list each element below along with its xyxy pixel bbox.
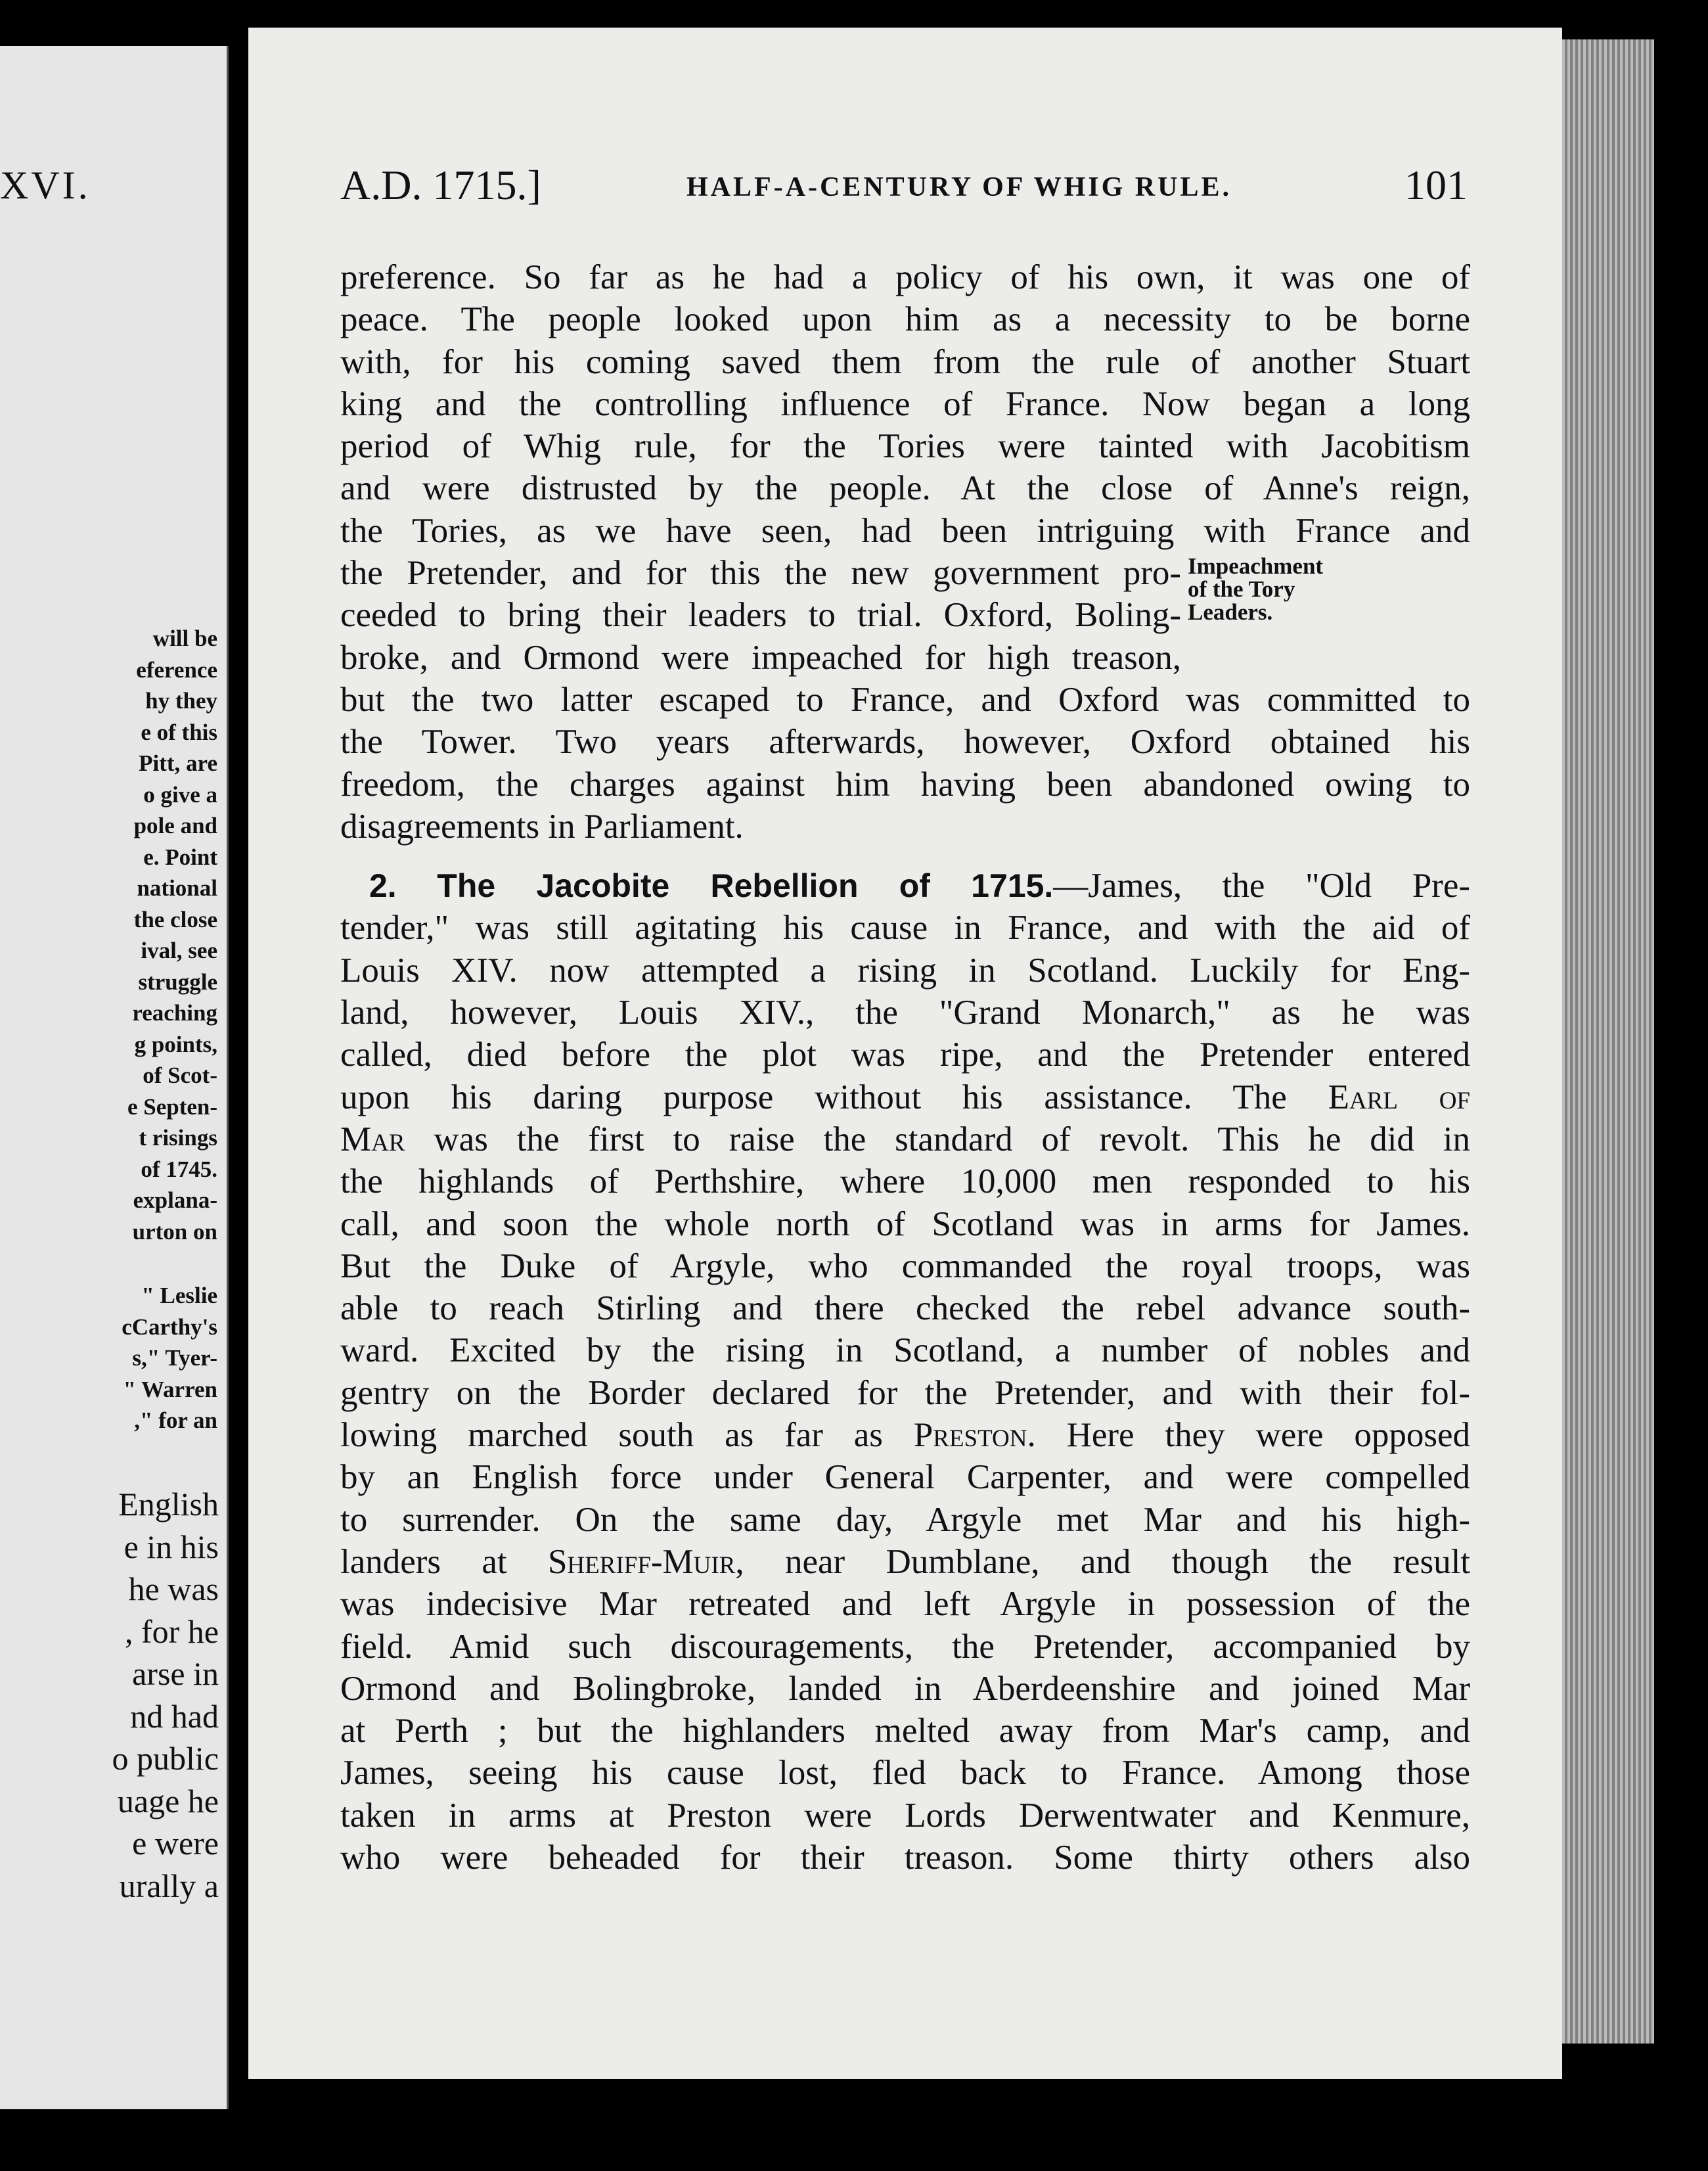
left-note-line: e Septen- (127, 1093, 217, 1120)
text-segment: lowing marched south as far as (340, 1416, 883, 1455)
text-segment: landers at (340, 1542, 507, 1581)
left-page-header: XVI. (0, 164, 91, 207)
text-line: the Pretender, and for this the new government pro- (340, 554, 1181, 593)
left-note-line: eference (136, 656, 217, 683)
left-note-line: " Leslie (141, 1283, 217, 1308)
left-body-line: arse in (132, 1655, 219, 1692)
left-body-line: o public (112, 1740, 219, 1777)
left-note-line: e of this (141, 719, 217, 745)
place-name-earl-of: Earl of (1328, 1078, 1470, 1116)
left-body-line: e in his (124, 1528, 219, 1565)
text-line (340, 1414, 1470, 1456)
page-number: 101 (1405, 162, 1468, 208)
margin-note-line: of the Tory (1188, 576, 1295, 602)
text-line: called, died before the plot was ripe, and the Pretender entered (340, 1036, 1470, 1074)
left-note-line: struggle (138, 969, 217, 995)
left-note-line: will be (152, 626, 217, 651)
text-line: —James, the "Old Pre- (1053, 867, 1471, 905)
text-segment: near Dumblane, and though the result (784, 1542, 1471, 1581)
margin-note-line: Impeachment (1188, 553, 1324, 579)
text-line: at Perth ; but the highlanders melted away from Mar's camp, and (340, 1712, 1470, 1750)
text-line: and were distrusted by the people. At the close of Anne's reign, (340, 469, 1470, 508)
left-note-line: of Scot- (143, 1063, 217, 1088)
text-line (340, 1118, 1470, 1160)
text-segment: upon his daring purpose without his assistance. The (340, 1078, 1287, 1116)
left-note-line: of 1745. (141, 1156, 217, 1182)
text-line: gentry on the Border declared for the Pretender, and with their fol- (340, 1373, 1470, 1412)
page-edge-stack (1562, 39, 1654, 2044)
place-name-sheriff-muir: Sheriff-Muir, (547, 1542, 744, 1581)
left-note-line: reaching (132, 1000, 217, 1026)
left-body-line: he was (128, 1570, 219, 1607)
text-line: Ormond and Bolingbroke, landed in Aberdeenshire and joined Mar (340, 1669, 1470, 1708)
left-note-line: Pitt, are (139, 750, 217, 776)
text-line: the Tower. Two years afterwards, however, Oxford obtained his (340, 723, 1470, 762)
text-line: freedom, the charges against him having been abandoned owing to (340, 765, 1470, 804)
text-line: able to reach Stirling and there checked the rebel advance south- (340, 1289, 1470, 1328)
right-page (248, 28, 1562, 2079)
place-name-mar: Mar (340, 1120, 405, 1158)
running-header (340, 161, 1602, 220)
left-note-line: s," Tyer- (132, 1345, 217, 1371)
left-note-line: national (137, 875, 217, 901)
left-note-line: urton on (132, 1218, 217, 1245)
left-note-line: ival, see (141, 938, 217, 963)
left-page (0, 46, 229, 2109)
text-line (340, 1076, 1470, 1118)
left-note-line: cCarthy's (122, 1314, 217, 1340)
text-line: the highlands of Perthshire, where 10,000 men responded to his (340, 1162, 1470, 1201)
text-line: to surrender. On the same day, Argyle met Mar and his high- (340, 1500, 1470, 1539)
left-note-gap (1, 1247, 217, 1280)
text-line: peace. The people looked upon him as a necessity to be borne (340, 300, 1470, 339)
text-line: call, and soon the whole north of Scotland was in arms for James. (340, 1204, 1470, 1243)
text-line: broke, and Ormond were impeached for high treason, (340, 638, 1181, 677)
section-heading: The Jacobite Rebellion of 1715. (437, 867, 1054, 905)
text-line: ceeded to bring their leaders to trial. Oxford, Boling- (340, 596, 1181, 635)
paragraph-1 (340, 256, 1470, 848)
text-line: by an English force under General Carpenter, and were compelled (340, 1458, 1470, 1497)
text-line: period of Whig rule, for the Tories were tainted with Jacobitism (340, 427, 1470, 466)
text-line: with, for his coming saved them from the rule of another Stuart (340, 342, 1470, 381)
left-body-line: , for he (125, 1612, 219, 1650)
text-line: Louis XIV. now attempted a rising in Scotland. Luckily for Eng- (340, 951, 1470, 990)
text-line: ward. Excited by the rising in Scotland, a number of nobles and (340, 1331, 1470, 1370)
text-line: land, however, Louis XIV., the "Grand Monarch," as he was (340, 994, 1470, 1032)
left-note-line: o give a (143, 781, 217, 808)
left-note-line: the close (133, 906, 217, 932)
text-line: the Tories, as we have seen, had been intriguing with France and (340, 511, 1470, 550)
text-line (340, 1541, 1470, 1583)
margin-note-line: Leaders. (1188, 599, 1273, 625)
text-line: James, seeing his cause lost, fled back to France. Among those (340, 1754, 1470, 1793)
body-text (340, 256, 1470, 1879)
left-note-line: g points, (134, 1031, 217, 1057)
text-line: tender," was still agitating his cause in France, and with the aid of (340, 909, 1470, 948)
text-segment: Here they were opposed (1066, 1416, 1471, 1455)
left-body-line: nd had (130, 1697, 219, 1735)
left-body-line: e were (132, 1825, 219, 1862)
section-number: 2. (369, 867, 397, 905)
text-line: But the Duke of Argyle, who commanded the royal troops, was (340, 1246, 1470, 1285)
left-page-notes (1, 623, 217, 1436)
left-note-line: explana- (133, 1187, 217, 1213)
text-segment: was the first to raise the standard of revolt. This he did in (434, 1120, 1470, 1158)
left-body-line: English (118, 1486, 219, 1522)
running-title: HALF-A-CENTURY OF WHIG RULE. (686, 172, 1232, 202)
running-date: A.D. 1715.] (340, 162, 541, 208)
text-line: was indecisive Mar retreated and left Argyle in possession of the (340, 1585, 1470, 1624)
text-line: king and the controlling influence of France. Now began a long (340, 384, 1470, 423)
text-line: disagreements in Parliament. (340, 807, 744, 846)
text-line: but the two latter escaped to France, and Oxford was committed to (340, 680, 1470, 719)
text-line: taken in arms at Preston were Lords Derwentwater and Kenmure, (340, 1796, 1470, 1835)
left-note-line: ," for an (134, 1407, 217, 1433)
left-note-line: pole and (133, 813, 217, 838)
paragraph-2 (340, 865, 1470, 1879)
section-heading-line (340, 865, 1470, 907)
left-note-line: " Warren (123, 1376, 217, 1402)
text-line: who were beheaded for their treason. Some thirty others also (340, 1838, 1470, 1877)
left-page-body (2, 1483, 219, 1907)
left-note-line: hy they (145, 688, 217, 714)
text-line: preference. So far as he had a policy of his own, it was one of (340, 258, 1470, 296)
left-note-line: t risings (139, 1125, 217, 1151)
left-body-line: urally a (119, 1867, 219, 1904)
text-line: field. Amid such discouragements, the Pretender, accompanied by (340, 1627, 1470, 1666)
left-body-line: uage he (117, 1782, 219, 1819)
left-note-line: e. Point (143, 844, 217, 870)
place-name-preston: Preston. (913, 1416, 1036, 1455)
